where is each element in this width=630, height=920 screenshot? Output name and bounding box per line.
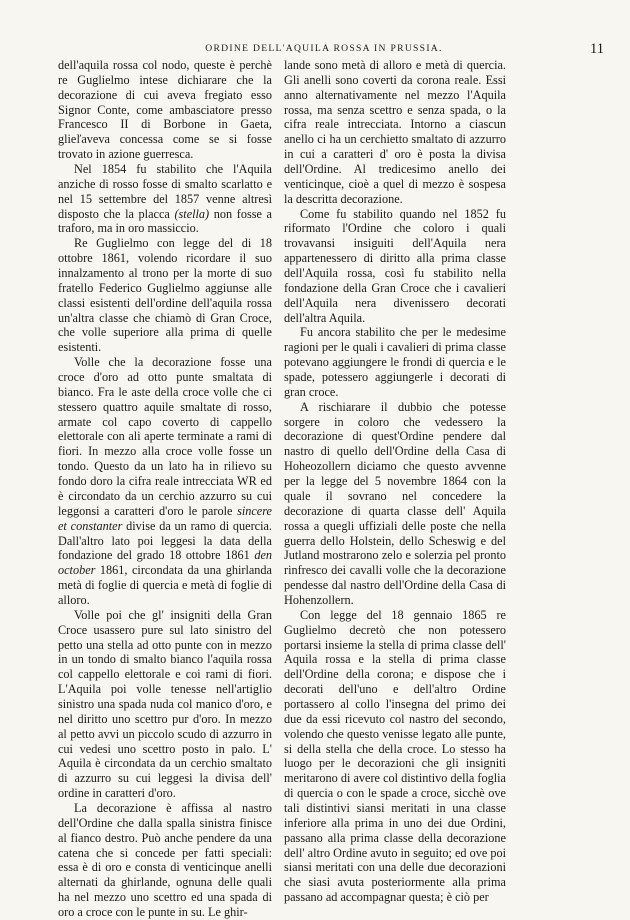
paragraph: dell'aquila rossa col nodo, queste è perchè re Guglielmo intese dichiarare che la decorazione di cui aveva fregiato esso Signor Conte, come ambasciatore presso Francesco II di Borbone in Gaeta, glieľaveva concessa come se si fosse trovato in azione guerresca. bbox=[58, 58, 272, 162]
paragraph: A rischiarare il dubbio che potesse sorgere in coloro che vedessero la decorazione di quest'Ordine pendere dal nastro di quello dell'Ordine della Casa di Hoheozollern diciamo che questo avvenne per la legge del 5 novembre 1864 con la quale il sovrano nel concedere la decorazione di quarta classe dell' Aquila rossa a quegli uffiziali delle poste che nella guerra dello Holstein, dello Scheswig e del Jutland mostrarono zelo e solerzia pel pronto rinfresco dei cavalli volle che la decorazione pendesse dal nastro dell'Ordine della Casa di Hohenzollern. bbox=[284, 399, 506, 607]
italic-text: den october bbox=[58, 548, 272, 578]
running-title: ORDINE DELL'AQUILA ROSSA IN PRUSSIA. bbox=[205, 43, 443, 54]
paragraph: Con legge del 18 gennaio 1865 re Guglielmo decretò che non potessero portarsi insieme la stella di prima classe dell' Aquila rossa e la stella di prima classe dell'Ordine della corona; e dispose che i decorati dell'uno e dell'altro Ordine portassero al collo l'insegna del primo dei due da essi ricevuto col nastro del secondo, volendo che questo venisse legato alle punte, si della stella che della croce. Lo stesso ha luogo per le decorazioni che gli insigniti meritarono di avere col distintivo della foglia di quercia o con le spade a croce, sicchè ove tali distintivi siansi meritati in una classe inferiore alla prima in uno dei due Ordini, passano alla prima classe della decorazione dell' altro Ordine avuto in seguito; ed ove poi siansi meritati con una delle due decorazioni che siasi avuta posteriormente alla prima passano ad accompagnar questa; è ciò per bbox=[284, 607, 506, 905]
paragraph-text: Nel 1854 fu stabilito che l'Aquila anziche di rosso fosse di smalto scarlatto e nel 15 settembre del 1857 venne altresì disposto che la placca bbox=[58, 162, 272, 221]
paragraph bbox=[58, 162, 272, 236]
paragraph: Re Guglielmo con legge del di 18 ottobre 1861, volendo ricordare il suo innalzamento al trono per la morte di suo fratello Federico Guglielmo aggiunse alle classi esistenti dell'ordine dell'aquila rossa un'altra classe che chiamò di Gran Croce, che volle superiore alla prima di quelle esistenti. bbox=[58, 236, 272, 355]
paragraph: Come fu stabilito quando nel 1852 fu riformato l'Ordine che coloro i quali trovavansi insiguiti dell'Aquila nera appartenessero di diritto alla prima classe dell'Aquila rossa, così fu stabilito nella fondazione della Gran Croce che i cavalieri dell'Aquila nera divenissero decorati dell'altra Aquila. bbox=[284, 206, 506, 325]
italic-text: sincere et constanter bbox=[58, 503, 272, 533]
paragraph: Volle poi che gl' insigniti della Gran Croce usassero pure sul lato sinistro del petto una stella ad otto punte con in mezzo in un tondo di smalto bianco l'aquila rossa col cappello elettorale e coi rami di fiori. L'Aquila poi volle tenesse nell'artiglio sinistro una spada nuda col manico d'oro, e nel diritto uno scettro pur d'oro. In mezzo al petto avvi un piccolo scudo di azzurro in cui vedesi uno scettro posto in palo. L' Aquila è circondata da un cerchio smaltato di azzurro su cui leggesi la divisa dell' ordine in caratteri d'oro. bbox=[58, 607, 272, 801]
paragraph: La decorazione è affissa al nastro dell'Ordine che dalla spalla sinistra finisce al fianco destro. Può anche pendere da una catena che si concede per fatti speciali: essa è di oro e consta di venticinque anelli alternati da ghirlande, ognuna delle quali ha nel mezzo uno scettro ed una spada di oro a croce con le punte in su. Le ghir- bbox=[58, 800, 272, 919]
paragraph-text: non fosse a traforo, ma in oro massiccio. bbox=[58, 206, 272, 236]
paragraph: lande sono metà di alloro e metà di quercia. Gli anelli sono coverti da corona reale. Essi anno alternativamente nel mezzo l'Aquila rossa, ma senza scettro e senza spada, o la cifra reale intrecciata. Intorno a ciascun anello ci ha un cerchietto smaltato di azzurro in cui a caratteri d' oro è posta la divisa dell'Ordine. Al tredicesimo anello dei venticinque, cioè a quel di mezzo è sospesa la descritta decorazione. bbox=[284, 58, 506, 206]
page-number: 11 bbox=[590, 41, 604, 57]
paragraph-text: Volle che la decorazione fosse una croce d'oro ad otto punte smaltata di bianco. Fra le aste della croce volle che ci stessero quattro aquile smaltate di rosso, armate col capo coverto di cappello elettorale con ali aperte terminate a rami di fiori. In mezzo alla croce volle fosse un tondo. Questo da un lato ha in rilievo su fondo doro la cifra reale intrecciata WR ed è circondato da un cerchio azzurro su cui leggonsi a caratteri d'oro le parole bbox=[58, 355, 272, 518]
paragraph bbox=[58, 355, 272, 608]
paragraph: Fu ancora stabilito che per le medesime ragioni per le quali i cavalieri di prima classe potevano aggiungere le frondi di quercia e le spade, potessero aggiungerle i decorati di gran croce. bbox=[284, 325, 506, 399]
right-column bbox=[284, 58, 506, 905]
paragraph-text: 1861, circondata da una ghirlanda metà di foglie di quercia e metà di foglie di alloro. bbox=[58, 563, 272, 607]
italic-text: (stella) bbox=[174, 206, 210, 221]
paragraph-text: divise da un ramo di quercia. Dall'altro lato poi leggesi la data della fondazione del grado 18 ottobre 1861 bbox=[58, 518, 272, 563]
left-column bbox=[58, 58, 272, 920]
